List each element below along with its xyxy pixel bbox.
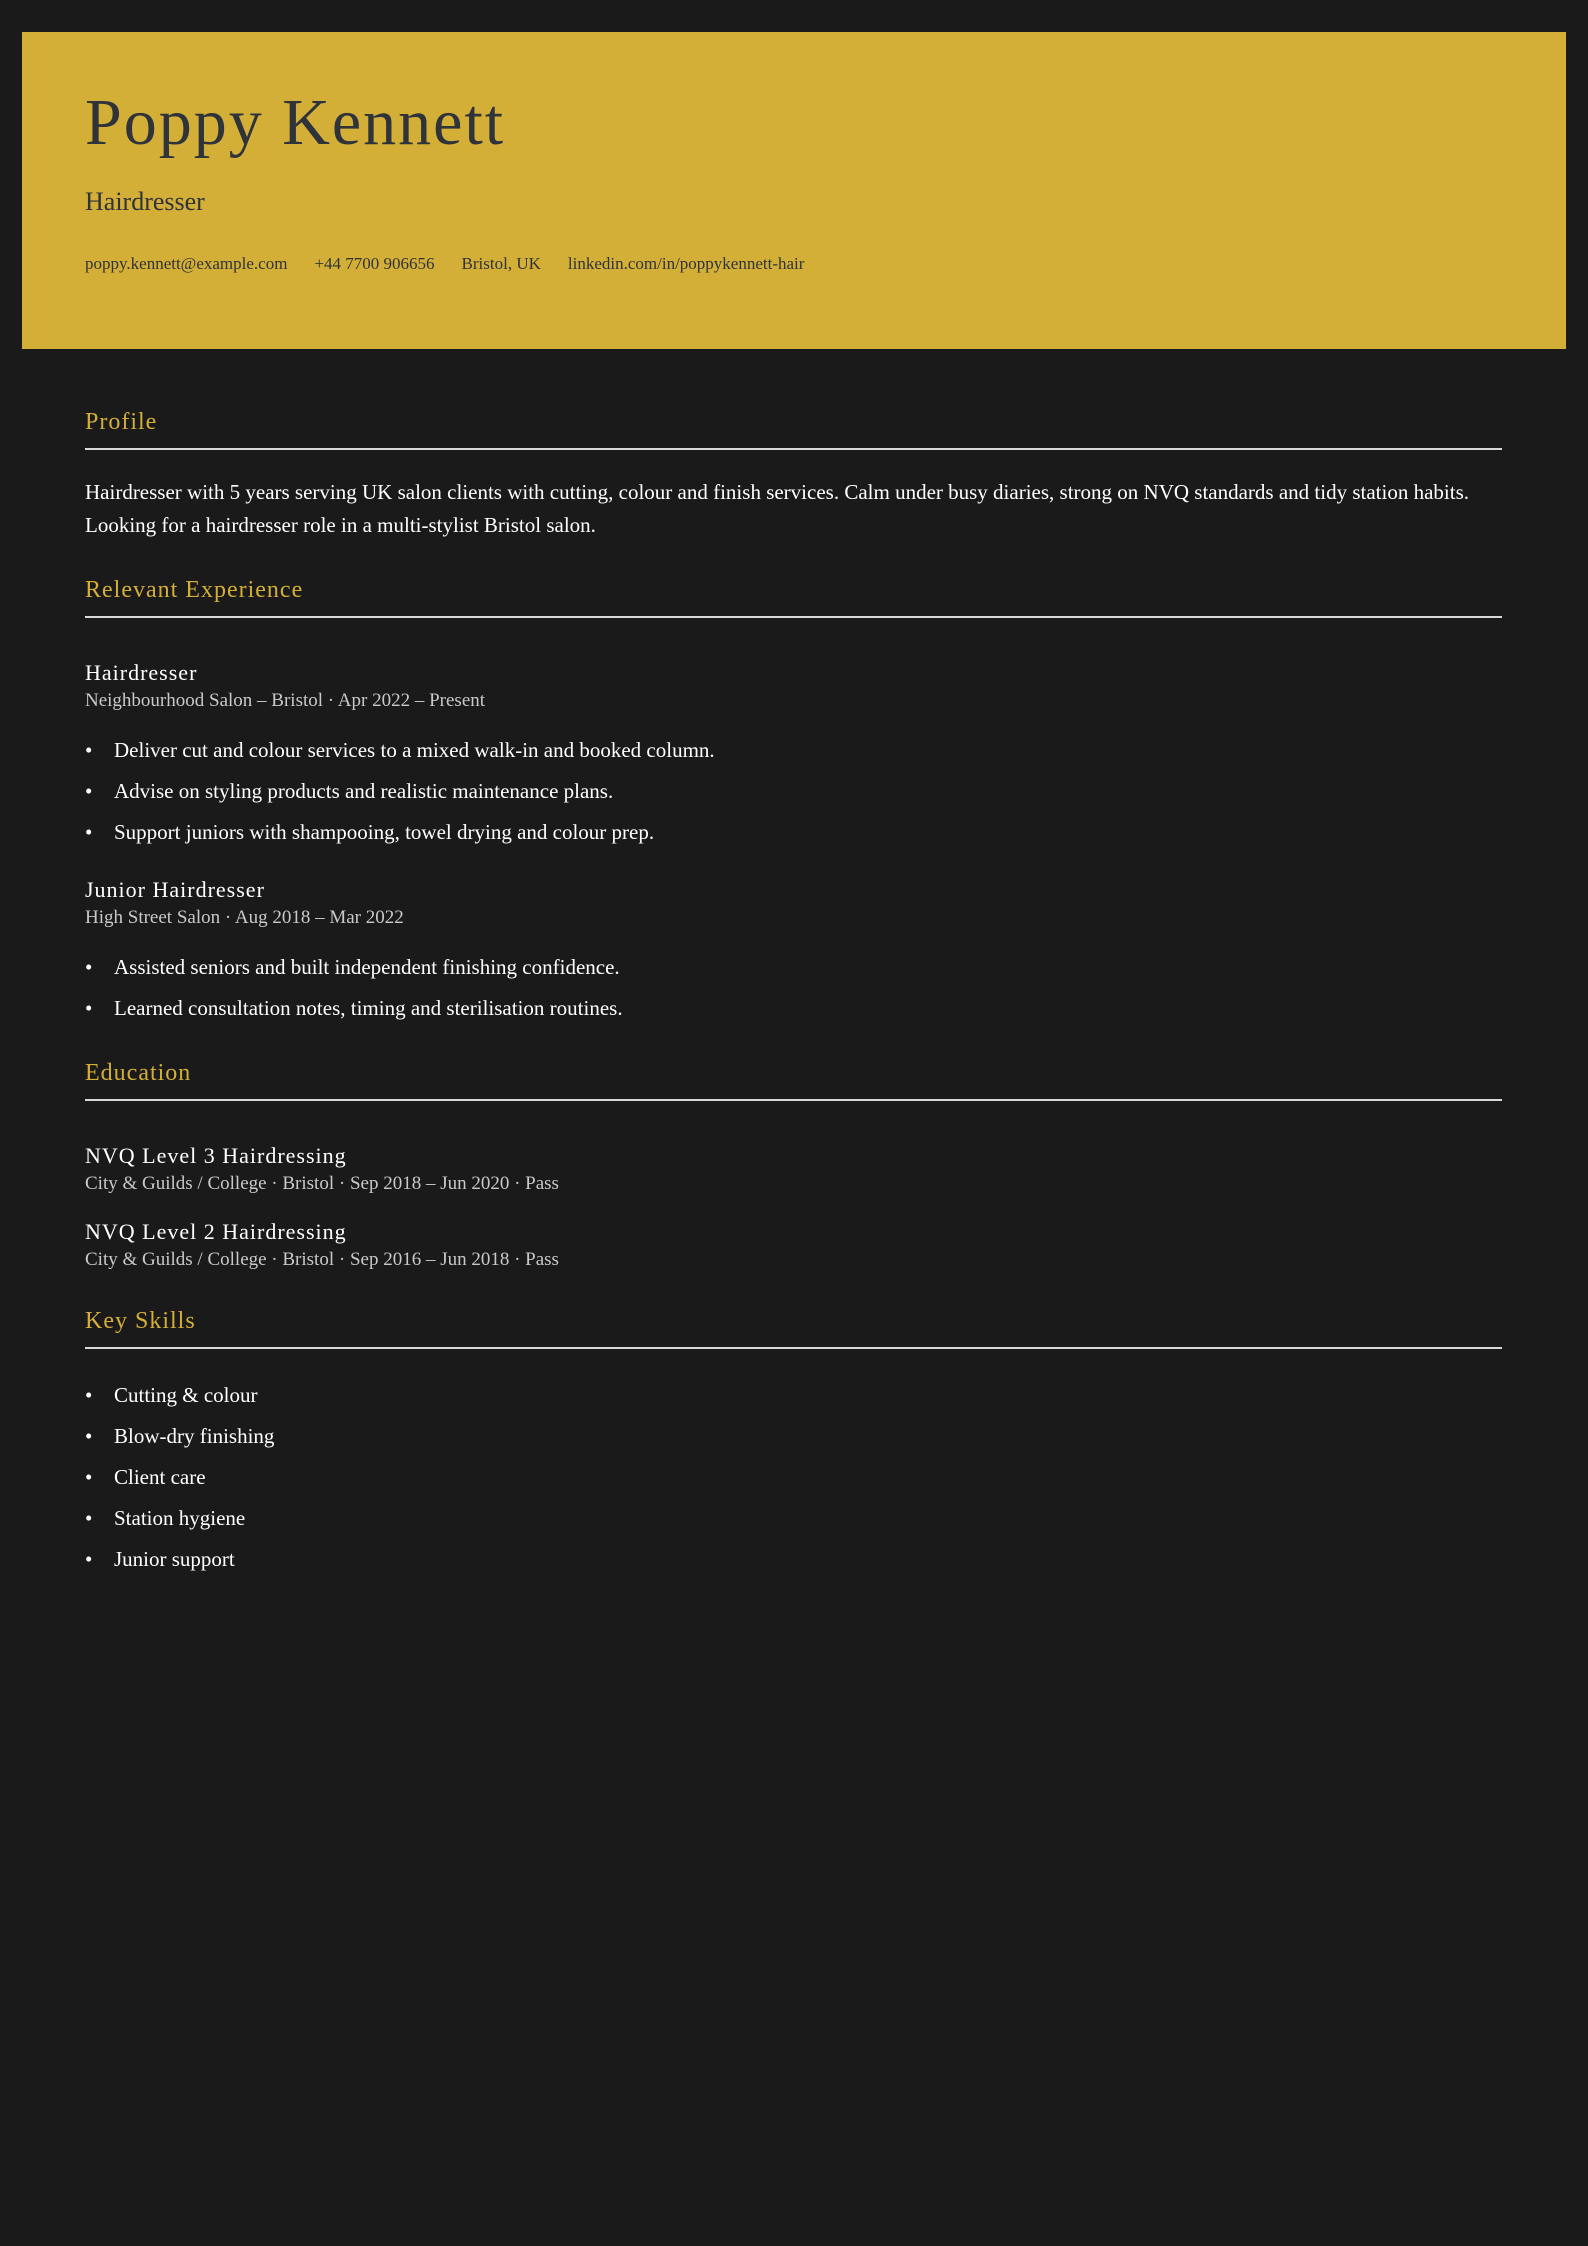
skills-list — [85, 1375, 1502, 1580]
resume-body — [85, 404, 1502, 1580]
resume-header — [22, 32, 1566, 349]
contact-linkedin[interactable]: linkedin.com/in/poppykennett-hair — [567, 254, 805, 273]
job-meta: High Street Salon · Aug 2018 – Mar 2022 — [85, 907, 404, 928]
education-section — [85, 1055, 1502, 1273]
job-title: Hairdresser — [85, 660, 198, 685]
skills-section — [85, 1303, 1502, 1580]
contact-row — [85, 254, 804, 274]
skills-heading: Key Skills — [85, 1303, 1502, 1349]
profile-text: Hairdresser with 5 years serving UK salon clients with cutting, colour and finish services. Calm under busy diaries, strong on NVQ standards and tidy station habits. Looking for a hairdresser role in a multi-stylist Bristol salon. — [85, 480, 1469, 537]
job-bullet: • Learned consultation notes, timing and sterilisation routines. — [85, 988, 1502, 1029]
contact-location: Bristol, UK — [461, 254, 541, 273]
job-bullets — [85, 730, 1502, 853]
profile-section — [85, 404, 1502, 542]
education-meta: City & Guilds / College · Bristol · Sep 2016 – Jun 2018 · Pass — [85, 1249, 559, 1270]
education-title: NVQ Level 2 Hairdressing — [85, 1219, 347, 1244]
education-title: NVQ Level 3 Hairdressing — [85, 1143, 347, 1168]
education-entry — [85, 1141, 1502, 1197]
education-heading: Education — [85, 1055, 1502, 1101]
job-bullets — [85, 947, 1502, 1029]
education-meta: City & Guilds / College · Bristol · Sep 2018 – Jun 2020 · Pass — [85, 1173, 559, 1194]
skill-item: • Blow-dry finishing — [85, 1416, 1502, 1457]
skill-item: • Client care — [85, 1457, 1502, 1498]
job-bullet: • Deliver cut and colour services to a mixed walk-in and booked column. — [85, 730, 1502, 771]
education-entry — [85, 1217, 1502, 1273]
job-bullet: • Support juniors with shampooing, towel drying and colour prep. — [85, 812, 1502, 853]
contact-email[interactable]: poppy.kennett@example.com — [85, 254, 288, 273]
candidate-title: Hairdresser — [85, 187, 205, 216]
candidate-name: Poppy Kennett — [85, 86, 506, 159]
experience-section — [85, 572, 1502, 1029]
skill-item: • Station hygiene — [85, 1498, 1502, 1539]
job-entry — [85, 875, 1502, 1029]
experience-heading: Relevant Experience — [85, 572, 1502, 618]
job-bullet: • Advise on styling products and realistic maintenance plans. — [85, 771, 1502, 812]
job-title: Junior Hairdresser — [85, 877, 265, 902]
profile-heading: Profile — [85, 404, 1502, 450]
job-bullet: • Assisted seniors and built independent finishing confidence. — [85, 947, 1502, 988]
job-meta: Neighbourhood Salon – Bristol · Apr 2022 – Present — [85, 690, 486, 711]
skill-item: • Junior support — [85, 1539, 1502, 1580]
contact-phone[interactable]: +44 7700 906656 — [314, 254, 435, 273]
job-entry — [85, 658, 1502, 853]
skill-item: • Cutting & colour — [85, 1375, 1502, 1416]
